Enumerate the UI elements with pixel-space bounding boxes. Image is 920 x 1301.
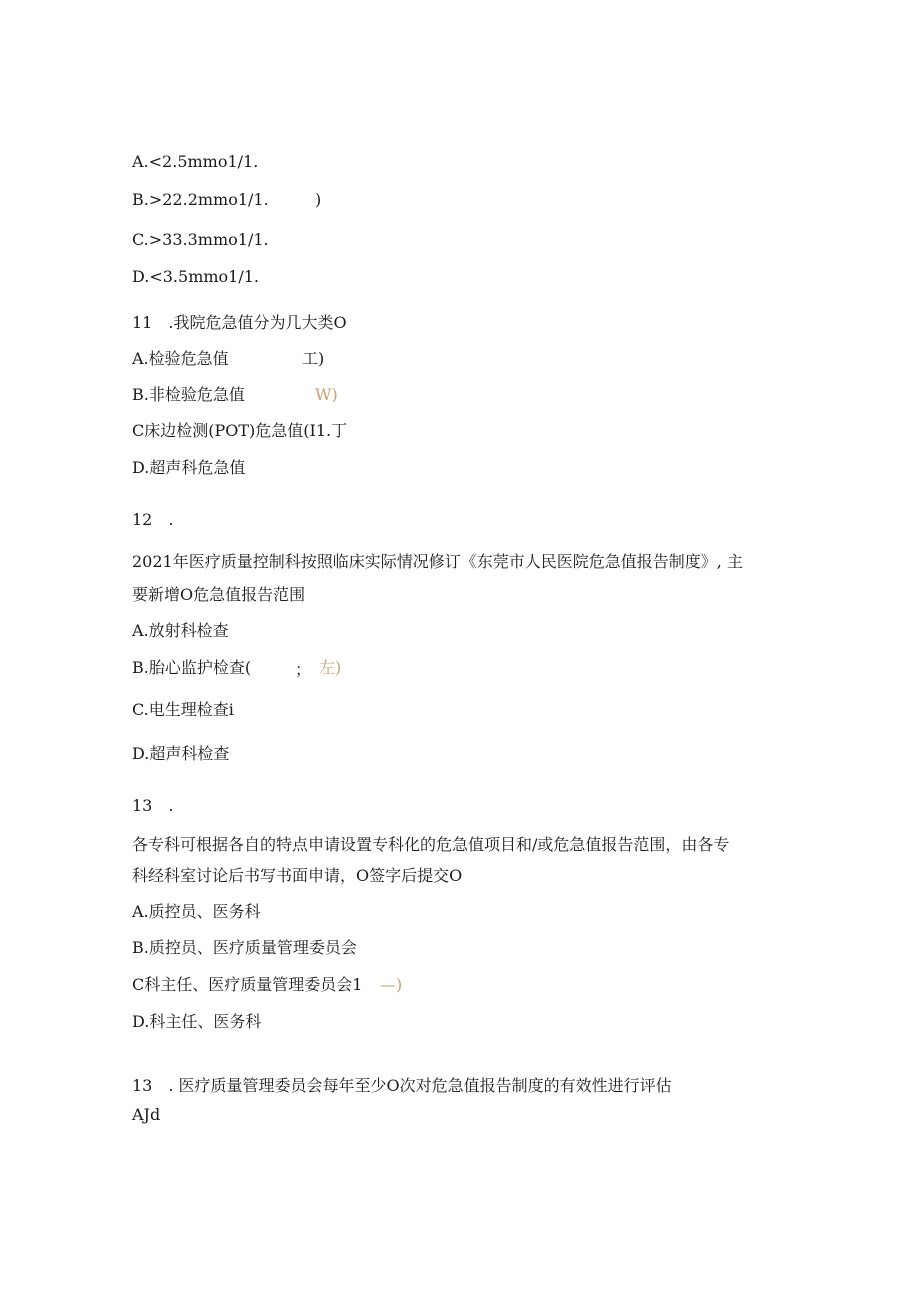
q10-option-a: A.<2.5mmo1/1.	[132, 152, 259, 171]
q12-number: 12 .	[132, 510, 174, 529]
q12-option-b: B.胎心监护检查(	[132, 658, 252, 677]
q11-option-b-mark: W)	[315, 385, 338, 404]
q12-option-c: C.电生理检查i	[132, 700, 234, 719]
q13-option-c: C科主任、医疗质量管理委员会1	[132, 975, 363, 994]
q14-option-a: AJd	[132, 1105, 161, 1124]
q13-option-a: A.质控员、医务科	[132, 902, 261, 921]
q11-option-c: C床边检测(POT)危急值(I1.丁	[132, 421, 348, 440]
q10-option-d: D.<3.5mmo1/1.	[132, 267, 260, 286]
q12-option-a: A.放射科检查	[132, 621, 229, 640]
q11-option-b: B.非检验危急值	[132, 385, 245, 404]
q11-option-a: A.检验危急值	[132, 349, 229, 368]
q10-option-c: C.>33.3mmo1/1.	[132, 230, 269, 249]
q13-text-line2: 科经科室讨论后书写书面申请，O签字后提交O	[132, 866, 463, 885]
q11-title: 11 .我院危急值分为几大类O	[132, 313, 347, 332]
q13-text-line1: 各专科可根据各自的特点申请设置专科化的危急值项目和/或危急值报告范围，由各专	[132, 835, 730, 854]
q12-text-line1: 2021年医疗质量控制科按照临床实际情况修订《东莞市人民医院危急值报告制度》, 主	[132, 552, 743, 571]
q13-option-b: B.质控员、医疗质量管理委员会	[132, 938, 357, 957]
q13-option-d: D.科主任、医务科	[132, 1012, 262, 1031]
q12-option-d: D.超声科检查	[132, 744, 230, 763]
q11-option-d: D.超声科危急值	[132, 458, 246, 477]
q11-option-a-mark: 工)	[302, 349, 325, 368]
q12-option-b-semicolon: ；	[295, 660, 312, 679]
q12-text-line2: 要新增O危急值报告范围	[132, 585, 306, 604]
q10-option-b: B.>22.2mmo1/1.	[132, 190, 269, 209]
q13-number: 13 .	[132, 796, 174, 815]
q14-title: 13 . 医疗质量管理委员会每年至少O次对危急值报告制度的有效性进行评估	[132, 1076, 672, 1095]
q10-option-b-mark: )	[315, 190, 322, 209]
q13-option-c-mark: —)	[380, 975, 403, 994]
q12-option-b-mark: 左)	[319, 658, 342, 677]
